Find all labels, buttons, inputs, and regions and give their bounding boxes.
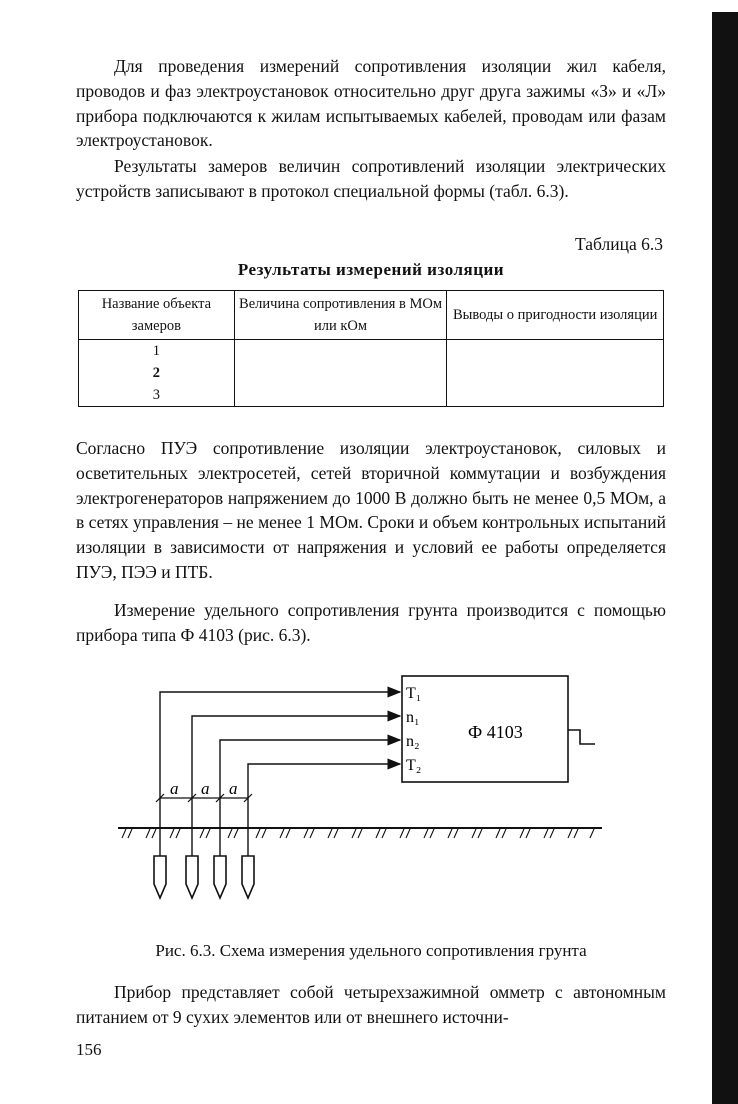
row-number: 3 [152,387,160,403]
page-number: 156 [76,1040,102,1059]
row-number: 2 [152,365,160,381]
page-edge-shadow [712,12,738,1104]
wire-n2 [220,740,400,812]
table-cell-numbers [79,340,235,407]
table-title: Результаты измерений изоляции [237,260,505,279]
results-table [78,290,664,407]
electrode-4 [242,856,254,898]
paragraph-4: Измерение удельного сопротивления грунта производится с помощью прибора типа Ф 4103 (рис. 6.3). [76,600,666,645]
table-header-cell: Величина сопротивления в МОм или кОм [234,291,447,340]
table-cell-empty [447,340,664,407]
table-header-cell: Название объекта замеров [79,291,235,340]
terminal-label-n1: n₁ [406,709,420,726]
electrode-2 [186,856,198,898]
row-number: 1 [152,343,160,359]
wire-t2 [248,764,400,812]
terminal-label-t1: T₁ [406,685,422,702]
spacing-label-1: a [170,779,179,798]
figure-caption: Рис. 6.3. Схема измерения удельного сопротивления грунта [155,941,587,960]
table-header-row [79,291,664,340]
electrode-3 [214,856,226,898]
spacing-label-2: a [201,779,210,798]
electrode-1 [154,856,166,898]
device-label: Ф 4103 [468,722,523,742]
ground-hatching [122,829,594,838]
table-cell-empty [234,340,447,407]
table-row [79,340,664,407]
terminal-label-n2: n₂ [406,733,420,750]
table-caption: Таблица 6.3 [575,234,663,254]
paragraph-5: Прибор представляет собой четырехзажимной омметр с автономным питанием от 9 сухих элементов или от внешнего источни- [76,982,666,1027]
measurement-diagram [110,672,610,912]
device-output-line [568,730,595,744]
spacing-label-3: a [229,779,238,798]
terminal-label-t2: T₂ [406,757,422,774]
paragraph-1: Для проведения измерений сопротивления изоляции жил кабеля, проводов и фаз электроустановок относительно друг друга зажимы «З» и «Л» прибора подключаются к жилам испытываемых кабелей, проводам или фазам электроустановок. [76,56,666,151]
table-header-cell: Выводы о пригодности изоляции [447,291,664,340]
paragraph-3: Согласно ПУЭ сопротивление изоляции электроустановок, силовых и осветительных электросетей, сетей вторичной коммутации и возбуждения электрогенераторов напряжением до 1000 В должно быть не менее 0,5 МОм, а в сетях управления – не менее 1 МОм. Сроки и объем контрольных испытаний изоляции в зависимости от напряжения и условий ее работы определяется ПУЭ, ПЭЭ и ПТБ. [76,438,666,582]
paragraph-2: Результаты замеров величин сопротивлений изоляции электрических устройств записывают в протокол специальной формы (табл. 6.3). [76,156,666,201]
